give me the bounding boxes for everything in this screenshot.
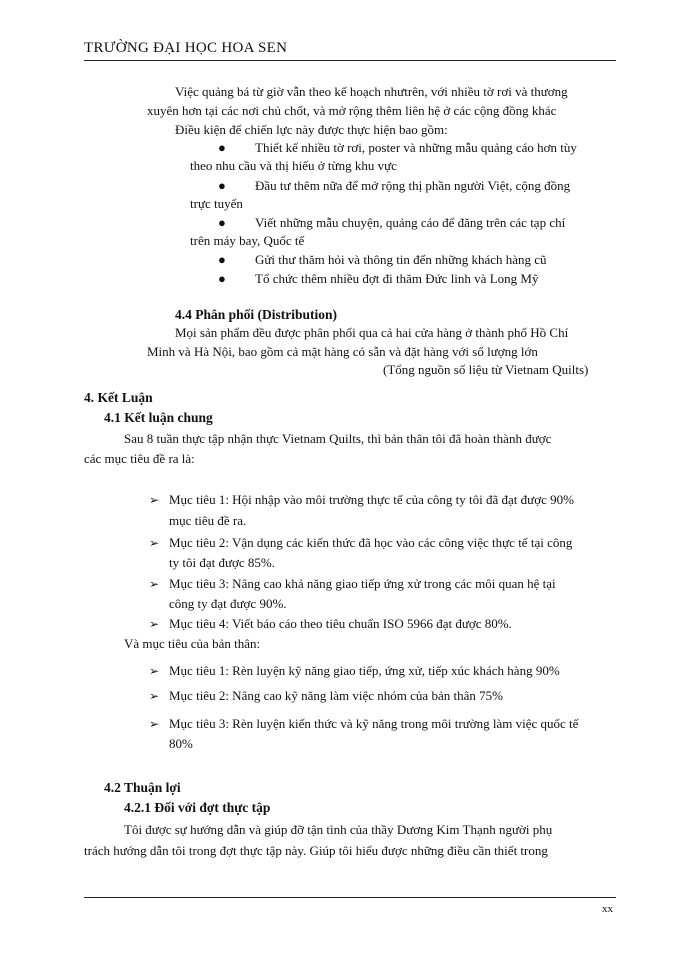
- self-goal-2-line-1: Mục tiêu 2: Nâng cao kỹ năng làm việc nhóm của bản thân 75%: [169, 688, 503, 703]
- self-goal-3-line-2: 80%: [169, 736, 193, 751]
- bullet-5-line-1: Tổ chức thêm nhiều đợt đi thăm Đức linh và Long Mỹ: [255, 271, 539, 286]
- distribution-source: (Tổng nguồn số liệu từ Vietnam Quilts): [383, 362, 589, 377]
- goal-2-line-1: Mục tiêu 2: Vận dụng các kiến thức đã học vào các công việc thực tế tại công: [169, 535, 573, 550]
- bullet-3-line-2: trên máy bay, Quốc tế: [190, 233, 305, 248]
- bullet-2-line-1: Đầu tư thêm nữa để mở rộng thị phần người Việt, cộng đồng: [255, 178, 571, 193]
- arrow-bullet-icon: ➢: [149, 536, 160, 550]
- bullet-4-line-1: Gửi thư thăm hỏi và thông tin đến những khách hàng cũ: [255, 252, 547, 267]
- page-number: xx: [602, 903, 613, 915]
- advantages-line-1: Tôi được sự hướng dẫn và giúp đỡ tận tình của thầy Dương Kim Thạnh người phụ: [124, 822, 553, 837]
- advantages-subheading: 4.2.1 Đối với đợt thực tập: [124, 800, 271, 815]
- arrow-bullet-icon: ➢: [149, 493, 160, 507]
- advantages-heading: 4.2 Thuận lợi: [104, 780, 181, 795]
- arrow-bullet-icon: ➢: [149, 664, 160, 678]
- goal-1-line-2: mục tiêu đề ra.: [169, 513, 247, 528]
- bullet-2-line-2: trực tuyến: [190, 196, 243, 211]
- intro-line-2: xuyên hơn tại các nơi chủ chốt, và mở rộng thêm liên hệ ở các cộng đồng khác: [147, 103, 557, 118]
- footer-rule: [84, 897, 616, 898]
- header-rule: [84, 60, 616, 61]
- goal-3-line-1: Mục tiêu 3: Nâng cao khả năng giao tiếp ứng xử trong các môi quan hệ tại: [169, 576, 556, 591]
- advantages-line-2: trách hướng dẫn tôi trong đợt thực tập này. Giúp tôi hiểu được những điều cần thiết trong: [84, 843, 548, 858]
- bullet-dot-icon: ●: [218, 252, 226, 267]
- conclusion-para-line-1: Sau 8 tuần thực tập nhận thực Vietnam Quilts, thì bản thân tôi đã hoàn thành được: [124, 431, 552, 446]
- bullet-dot-icon: ●: [218, 178, 226, 193]
- goal-4-line-1: Mục tiêu 4: Viết báo cáo theo tiêu chuẩn ISO 5966 đạt được 80%.: [169, 616, 512, 631]
- intro-line-1: Việc quảng bá từ giờ vẫn theo kế hoạch nhưtrên, với nhiều tờ rơi và thương: [175, 84, 568, 99]
- conclusion-subheading: 4.1 Kết luận chung: [104, 410, 213, 425]
- self-goal-3-line-1: Mục tiêu 3: Rèn luyện kiến thức và kỹ năng trong môi trường làm việc quốc tế: [169, 716, 579, 731]
- distribution-line-2: Minh và Hà Nội, bao gồm cả mặt hàng có sẵn và đặt hàng với số lượng lớn: [147, 344, 538, 359]
- conditions-intro: Điều kiện để chiến lực này được thực hiện bao gồm:: [175, 122, 448, 137]
- distribution-line-1: Mọi sản phẩm đều được phân phối qua cả hai cửa hàng ở thành phố Hồ Chí: [175, 325, 569, 340]
- bullet-dot-icon: ●: [218, 140, 226, 155]
- goal-2-line-2: ty tôi đạt được 85%.: [169, 555, 275, 570]
- bullet-3-line-1: Viết những mẫu chuyện, quảng cáo để đăng trên các tạp chí: [255, 215, 566, 230]
- bullet-1-line-2: theo nhu cầu và thị hiếu ở từng khu vực: [190, 158, 397, 173]
- self-goals-intro: Và mục tiêu của bản thân:: [124, 636, 261, 651]
- self-goal-1-line-1: Mục tiêu 1: Rèn luyện kỹ năng giao tiếp, ứng xử, tiếp xúc khách hàng 90%: [169, 663, 560, 678]
- arrow-bullet-icon: ➢: [149, 689, 160, 703]
- arrow-bullet-icon: ➢: [149, 577, 160, 591]
- arrow-bullet-icon: ➢: [149, 617, 160, 631]
- goal-1-line-1: Mục tiêu 1: Hội nhập vào môi trường thực tế của công ty tôi đã đạt được 90%: [169, 492, 574, 507]
- bullet-dot-icon: ●: [218, 271, 226, 286]
- page-header-title: TRƯỜNG ĐẠI HỌC HOA SEN: [84, 40, 288, 56]
- goal-3-line-2: công ty đạt được 90%.: [169, 596, 287, 611]
- arrow-bullet-icon: ➢: [149, 717, 160, 731]
- conclusion-para-line-2: các mục tiêu đề ra là:: [84, 451, 195, 466]
- distribution-heading: 4.4 Phân phối (Distribution): [175, 307, 338, 322]
- bullet-1-line-1: Thiết kế nhiều tờ rơi, poster và những mẫu quảng cáo hơn tùy: [255, 140, 577, 155]
- conclusion-heading: 4. Kết Luận: [84, 390, 153, 405]
- bullet-dot-icon: ●: [218, 215, 226, 230]
